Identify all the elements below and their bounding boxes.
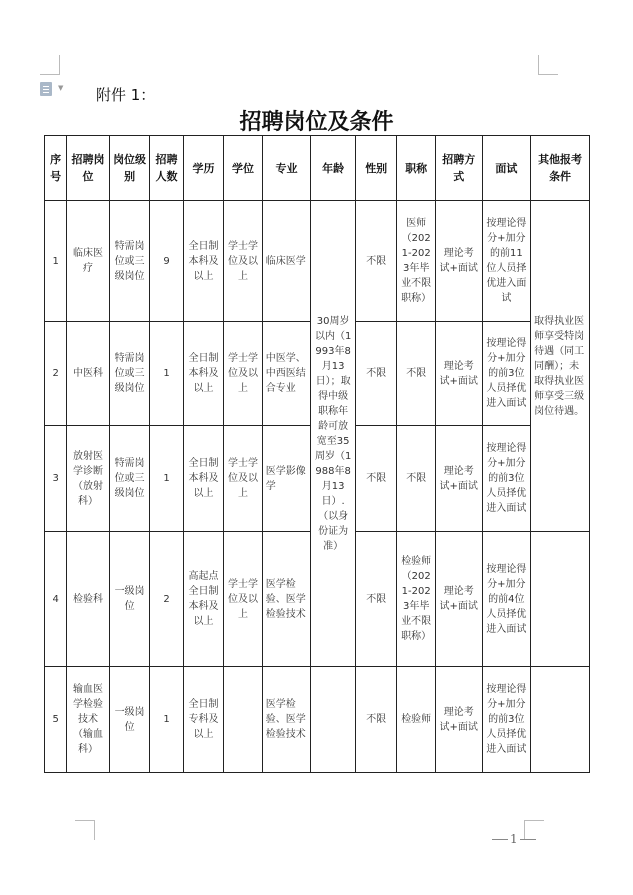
cell-interview: 按理论得分+加分的前3位人员择优进入面试 xyxy=(482,667,531,773)
cell-method: 理论考试+面试 xyxy=(435,201,482,322)
cell-edu: 全日制专科及以上 xyxy=(183,667,224,773)
page-corner-mark xyxy=(75,820,95,840)
cell-major: 医学影像学 xyxy=(262,426,311,532)
cell-major: 中医学、中西医结合专业 xyxy=(262,322,311,426)
cell-level: 特需岗位或三级岗位 xyxy=(109,426,150,532)
page-number-dash xyxy=(520,839,536,840)
cell-gender: 不限 xyxy=(355,426,397,532)
cell-gender: 不限 xyxy=(355,322,397,426)
cell-gender: 不限 xyxy=(355,667,397,773)
cell-interview: 按理论得分+加分的前3位人员择优进入面试 xyxy=(482,322,531,426)
cell-method: 理论考试+面试 xyxy=(435,532,482,667)
cell-title: 医师（2021-2023年毕业不限职称） xyxy=(397,201,435,322)
cell-interview: 按理论得分+加分的前4位人员择优进入面试 xyxy=(482,532,531,667)
cell-title: 检验师 xyxy=(397,667,435,773)
header-cell: 岗位级别 xyxy=(109,136,150,201)
header-cell: 年龄 xyxy=(311,136,356,201)
cell-method: 理论考试+面试 xyxy=(435,667,482,773)
cell-method: 理论考试+面试 xyxy=(435,426,482,532)
cell-level: 特需岗位或三级岗位 xyxy=(109,322,150,426)
cell-degree: 学士学位及以上 xyxy=(224,426,262,532)
cell-degree: 学士学位及以上 xyxy=(224,322,262,426)
cell-major: 临床医学 xyxy=(262,201,311,322)
cell-major: 医学检验、医学检验技术 xyxy=(262,532,311,667)
cell-post: 检验科 xyxy=(67,532,110,667)
cell-no: 4 xyxy=(45,532,67,667)
cell-level: 一级岗位 xyxy=(109,667,150,773)
header-row xyxy=(45,136,590,201)
page-number xyxy=(490,832,538,846)
cell-age-shared: 30周岁以内（1993年8月13日）；取得中级职称年龄可放宽至35周岁（1988年8月13日）.（以身份证为准） xyxy=(311,201,356,667)
header-cell: 学位 xyxy=(224,136,262,201)
cell-other xyxy=(531,532,590,667)
header-cell: 专业 xyxy=(262,136,311,201)
table-row xyxy=(45,201,590,322)
cell-interview: 按理论得分+加分的前3位人员择优进入面试 xyxy=(482,426,531,532)
cell-post: 中医科 xyxy=(67,322,110,426)
cell-other xyxy=(531,667,590,773)
cell-edu: 全日制本科及以上 xyxy=(183,201,224,322)
cell-post: 输血医学检验技术（输血科） xyxy=(67,667,110,773)
cell-interview: 按理论得分+加分的前11位人员择优进入面试 xyxy=(482,201,531,322)
cell-other-shared: 取得执业医师享受特岗待遇（同工同酬）；未取得执业医师享受三级岗位待遇。 xyxy=(531,201,590,532)
cell-post: 放射医学诊断（放射科） xyxy=(67,426,110,532)
cell-method: 理论考试+面试 xyxy=(435,322,482,426)
cell-level: 特需岗位或三级岗位 xyxy=(109,201,150,322)
cell-count: 1 xyxy=(150,426,183,532)
attachment-label: 附件 1： xyxy=(96,86,156,104)
cell-count: 2 xyxy=(150,532,183,667)
header-cell: 招聘人数 xyxy=(150,136,183,201)
cell-count: 1 xyxy=(150,322,183,426)
header-cell: 招聘方式 xyxy=(435,136,482,201)
cell-no: 3 xyxy=(45,426,67,532)
cell-edu: 全日制本科及以上 xyxy=(183,322,224,426)
cell-major: 医学检验、医学检验技术 xyxy=(262,667,311,773)
cell-degree: 学士学位及以上 xyxy=(224,532,262,667)
cell-edu: 高起点全日制本科及以上 xyxy=(183,532,224,667)
header-cell: 性别 xyxy=(355,136,397,201)
page-number-value: 1 xyxy=(510,832,518,846)
cell-gender: 不限 xyxy=(355,201,397,322)
page-corner-mark xyxy=(538,55,558,75)
table-row xyxy=(45,667,590,773)
chevron-down-icon[interactable]: ▼ xyxy=(58,84,64,92)
document-icon[interactable] xyxy=(40,82,52,96)
cell-no: 2 xyxy=(45,322,67,426)
cell-age xyxy=(311,667,356,773)
recruitment-table xyxy=(44,135,590,773)
cell-title: 检验师（2021-2023年毕业不限职称） xyxy=(397,532,435,667)
cell-edu: 全日制本科及以上 xyxy=(183,426,224,532)
header-cell: 学历 xyxy=(183,136,224,201)
header-cell: 招聘岗位 xyxy=(67,136,110,201)
header-cell: 序号 xyxy=(45,136,67,201)
cell-degree: 学士学位及以上 xyxy=(224,201,262,322)
header-cell: 其他报考条件 xyxy=(531,136,590,201)
header-cell: 职称 xyxy=(397,136,435,201)
cell-level: 一级岗位 xyxy=(109,532,150,667)
cell-post: 临床医疗 xyxy=(67,201,110,322)
header-cell: 面试 xyxy=(482,136,531,201)
page-title: 招聘岗位及条件 xyxy=(239,109,394,135)
cell-title: 不限 xyxy=(397,322,435,426)
cell-no: 1 xyxy=(45,201,67,322)
page-number-dash xyxy=(492,839,508,840)
cell-title: 不限 xyxy=(397,426,435,532)
cell-degree xyxy=(224,667,262,773)
cell-no: 5 xyxy=(45,667,67,773)
cell-gender: 不限 xyxy=(355,532,397,667)
cell-count: 9 xyxy=(150,201,183,322)
cell-count: 1 xyxy=(150,667,183,773)
page-corner-mark xyxy=(40,55,60,75)
